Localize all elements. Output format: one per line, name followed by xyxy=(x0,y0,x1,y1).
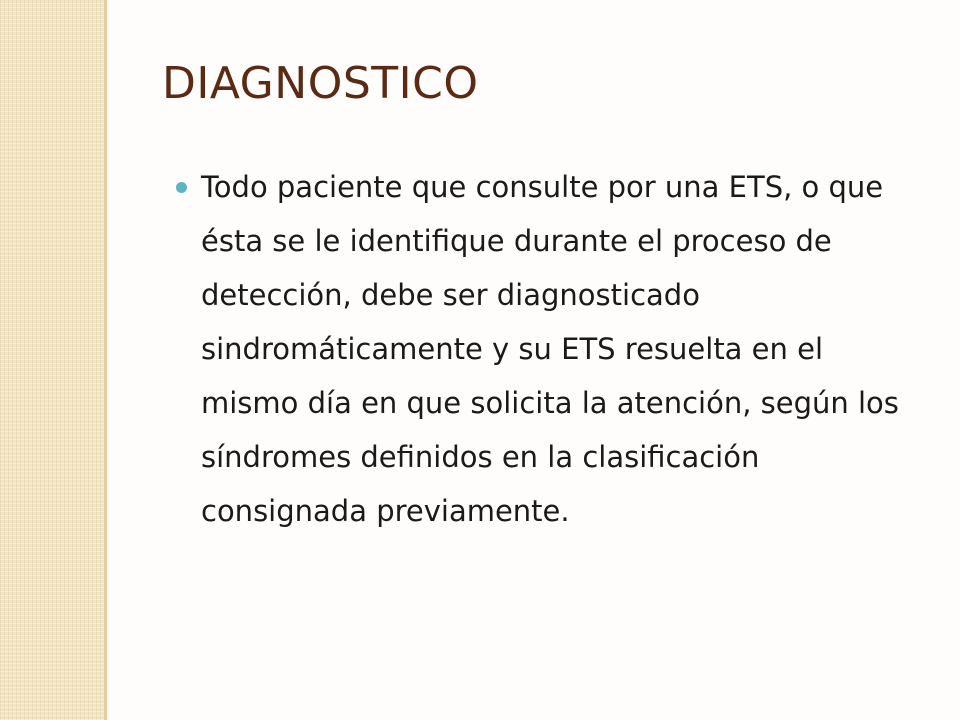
decorative-side-band xyxy=(0,0,104,720)
bullet-text: Todo paciente que consulte por una ETS, o que ésta se le identifique durante el proceso de detección, debe ser diagnosticado sindromáticamente y su ETS resuelta en el mismo día en que solicita la atención, según los síndromes definidos en la clasificación consignada previamente. xyxy=(201,170,899,528)
slide-title: DIAGNOSTICO xyxy=(162,58,479,109)
bullet-list xyxy=(176,160,916,538)
bullet-dot-icon xyxy=(176,182,187,193)
bullet-item xyxy=(176,160,916,538)
side-band-edge xyxy=(104,0,107,720)
